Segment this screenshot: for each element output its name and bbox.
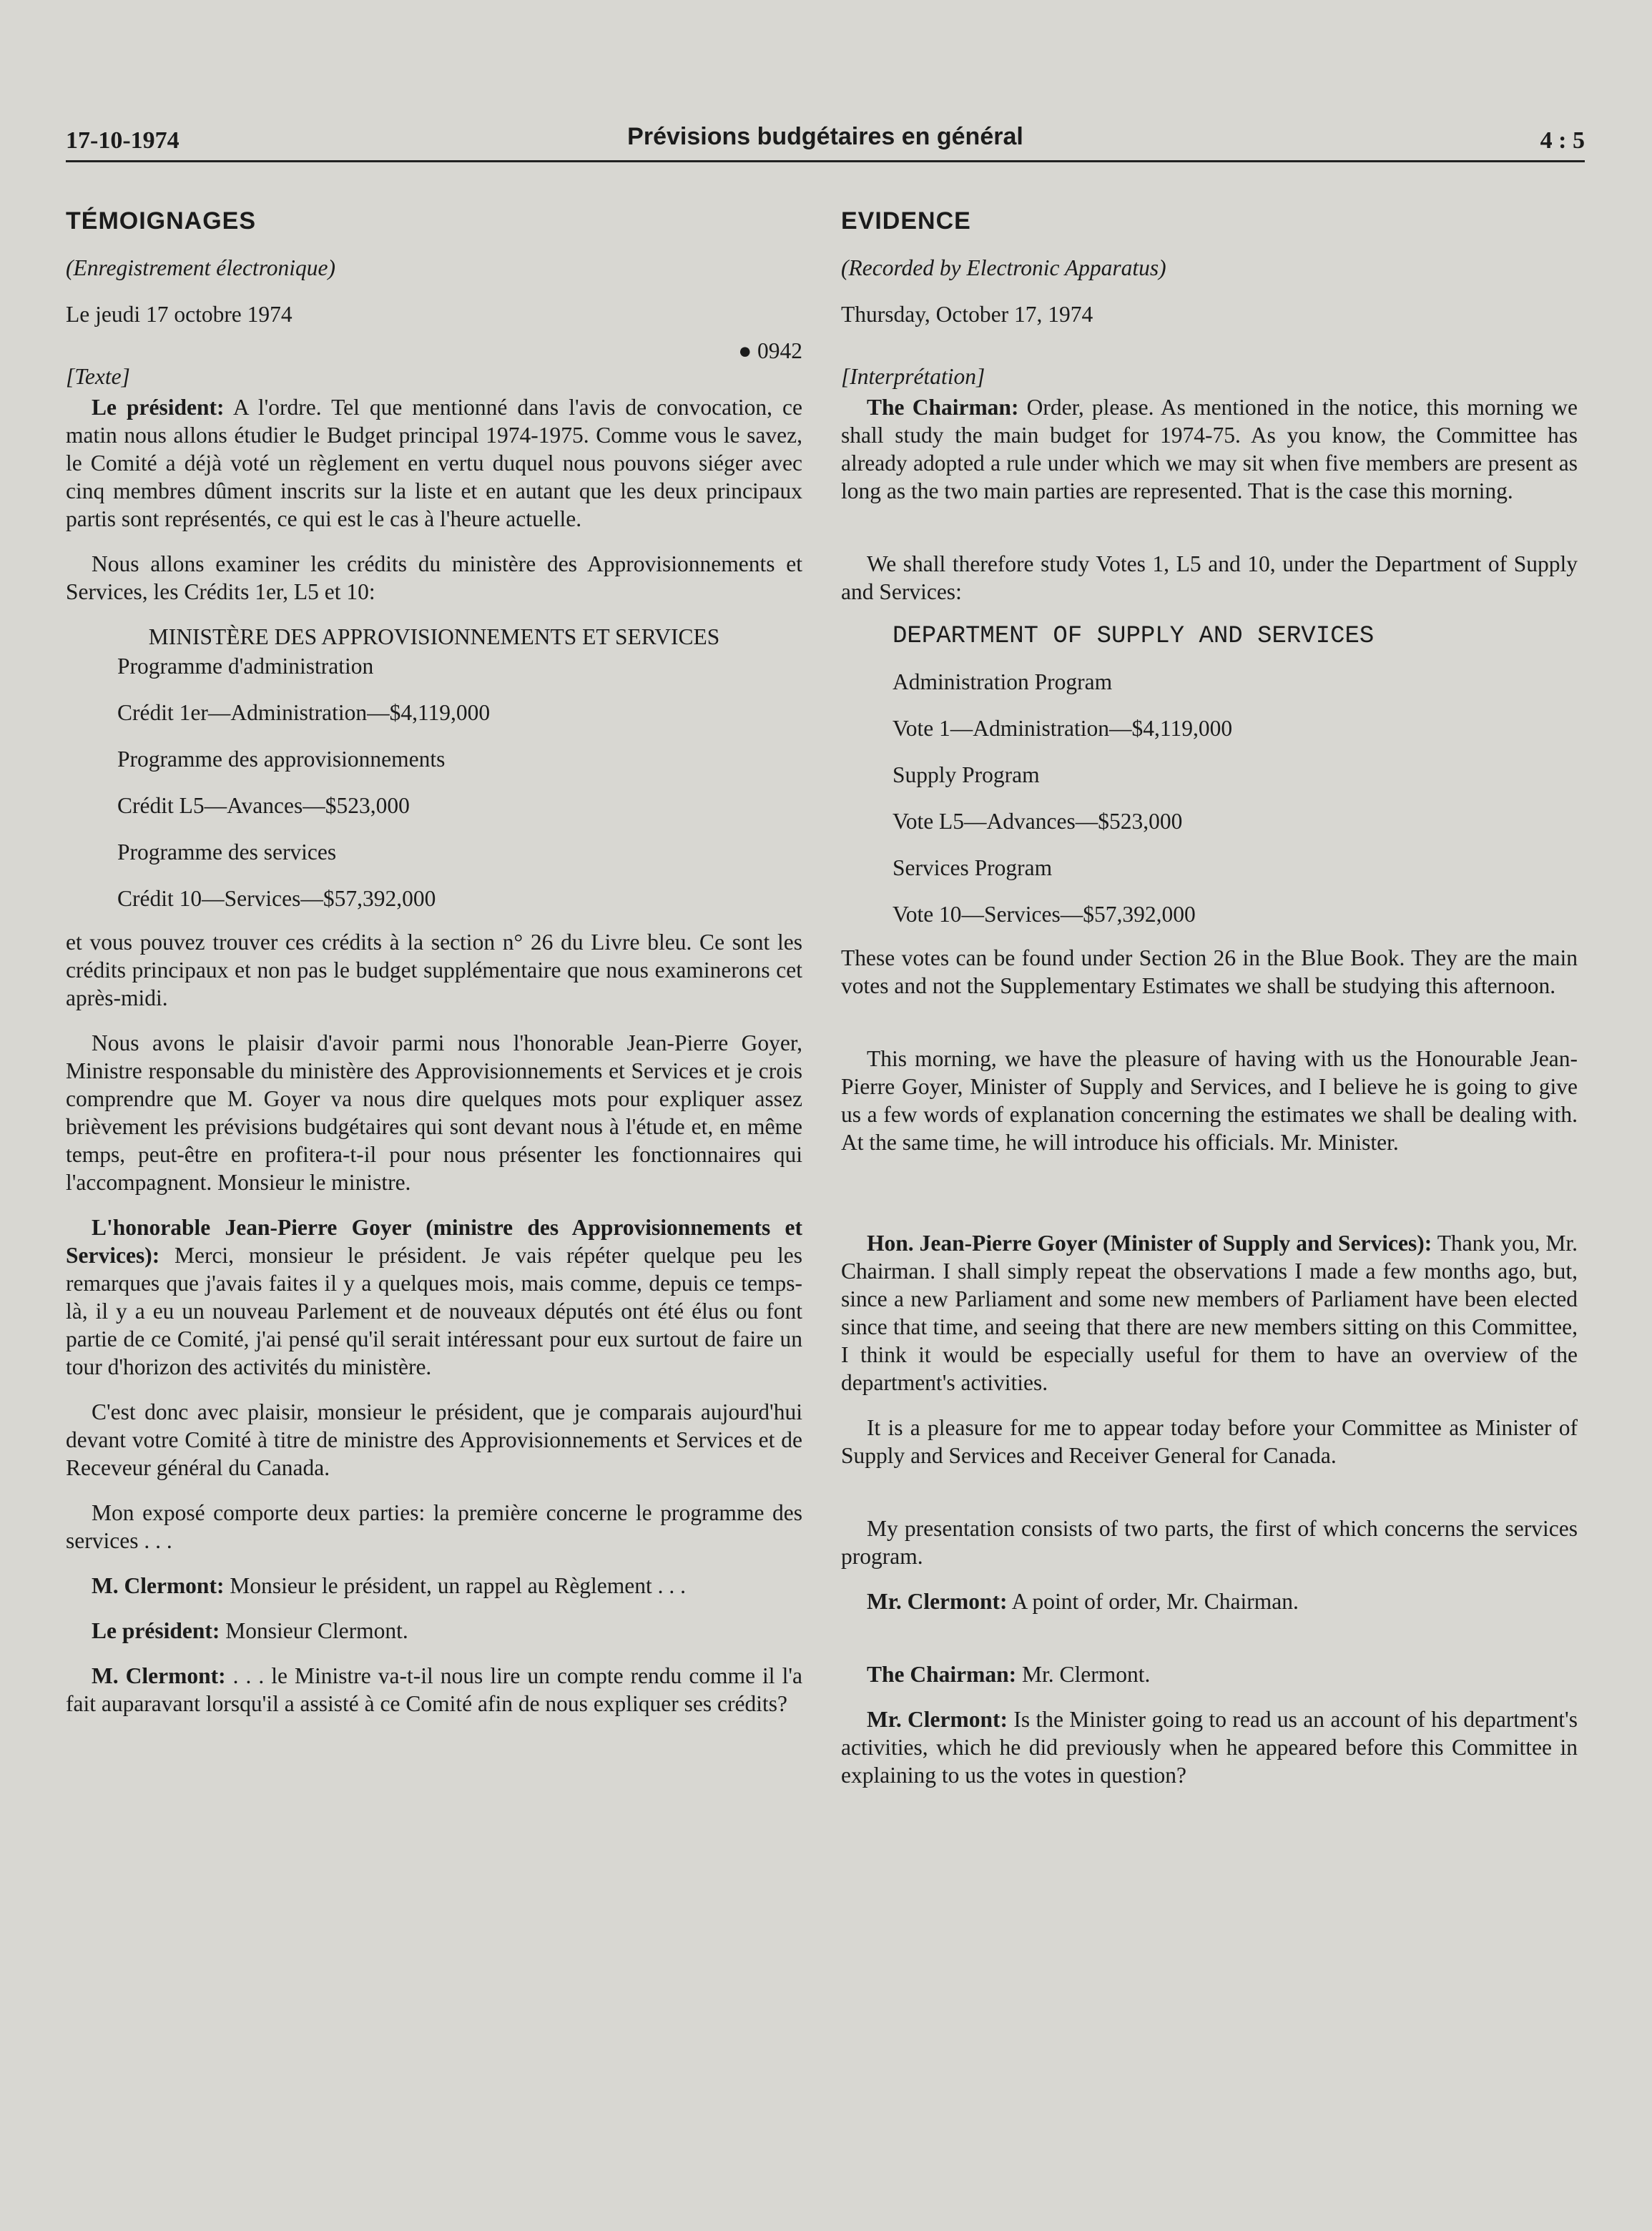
speech: A point of order, Mr. Chairman. (1007, 1589, 1299, 1614)
english-para-5 (841, 1229, 1578, 1397)
english-item: Vote L5—Advances—$523,000 (893, 809, 1183, 834)
french-para-5 (66, 1213, 802, 1381)
speech: . . . le Ministre va-t-il nous lire un compte rendu comme il l'a fait auparavant lorsqu'il a assisté à ce Comité afin de nous expliquer ses crédits? (66, 1663, 802, 1716)
english-para-9 (841, 1660, 1578, 1688)
english-column (841, 207, 1578, 1789)
english-item: Supply Program (893, 762, 1040, 787)
french-para-7: Mon exposé comporte deux parties: la première concerne le programme des services . . . (66, 1500, 802, 1553)
english-item: Services Program (893, 855, 1053, 880)
english-heading: EVIDENCE (841, 207, 971, 235)
english-para-1 (841, 393, 1578, 505)
french-dept-title: MINISTÈRE DES APPROVISIONNEMENTS ET SERVICES (148, 624, 720, 649)
speech: Order, please. As mentioned in the notice, this morning we shall study the main budget for 1974-75. As you know, the Committee has already adopted a rule under which we may sit when five members are present as long as the two main parties are represented. That is the case this morning. (841, 395, 1578, 503)
speaker: Mr. Clermont: (867, 1589, 1008, 1614)
header-page-number: 4 : 5 (1540, 127, 1585, 154)
english-para-7: My presentation consists of two parts, the first of which concerns the services program. (841, 1516, 1578, 1569)
french-item: Programme d'administration (117, 654, 374, 679)
french-date: Le jeudi 17 octobre 1974 (66, 302, 292, 327)
speaker: M. Clermont: (92, 1573, 225, 1598)
english-item: Administration Program (893, 669, 1113, 694)
english-para-6: It is a pleasure for me to appear today before your Committee as Minister of Supply and Services and Receiver General for Canada. (841, 1415, 1578, 1468)
english-para-8 (841, 1587, 1578, 1615)
english-date: Thursday, October 17, 1974 (841, 302, 1093, 327)
french-para-10 (66, 1662, 802, 1718)
french-column (66, 207, 802, 1718)
speaker: Mr. Clermont: (867, 1707, 1008, 1732)
french-para-2: Nous allons examiner les crédits du ministère des Approvisionnements et Services, les Crédits 1er, L5 et 10: (66, 551, 802, 604)
speech: Is the Minister going to read us an account of his department's activities, which he did previously when he appeared before this Committee in explaining to us the votes in question? (841, 1707, 1578, 1788)
speaker: Le président: (92, 395, 225, 420)
speech: A l'ordre. Tel que mentionné dans l'avis de convocation, ce matin nous allons étudier le Budget principal 1974-1975. Comme vous le savez, le Comité a déjà voté un règlement en vertu duquel nous pouvons siéger avec cinq membres dûment inscrits sur la liste et en autant que les deux principaux partis sont représentés, ce qui est le cas à l'heure actuelle. (66, 395, 803, 531)
speaker: L'honorable Jean-Pierre Goyer (ministre des Approvisionnements et Services): (66, 1215, 802, 1268)
header-rule (66, 160, 1585, 162)
header-date: 17-10-1974 (66, 127, 180, 154)
english-label: [Interprétation] (841, 364, 985, 389)
french-para-8 (66, 1572, 802, 1600)
english-para-3: These votes can be found under Section 26 in the Blue Book. They are the main votes and not the Supplementary Estimates we shall be studying this afternoon. (841, 945, 1578, 998)
speech: Thank you, Mr. Chairman. I shall simply repeat the observations I made a few months ago, but, since a new Parliament and some new members of Parliament have been elected since that time, and seeing that there are new members sitting on this Committee, I think it would be especially useful for them to have an overview of the department's activities. (841, 1231, 1578, 1395)
french-label: [Texte] (66, 364, 130, 389)
french-para-1 (66, 393, 802, 533)
speech: Merci, monsieur le président. Je vais répéter quelque peu les remarques que j'avais faites il y a quelques mois, mais comme, depuis ce temps-là, il y a eu un nouveau Parlement et de nouveaux députés ont été élus ou font partie de ce Comité, j'ai pensé qu'il serait intéressant pour eux surtout de faire un tour d'horizon des activités du ministère. (66, 1243, 802, 1379)
french-item: Programme des approvisionnements (117, 747, 446, 772)
french-item: Crédit L5—Avances—$523,000 (117, 793, 410, 818)
header-title: Prévisions budgétaires en général (627, 123, 1023, 150)
speech: Mr. Clermont. (1016, 1662, 1151, 1687)
french-para-3: et vous pouvez trouver ces crédits à la section n° 26 du Livre bleu. Ce sont les crédits principaux et non pas le budget supplémentaire que nous examinerons cet après-midi. (66, 930, 802, 1010)
english-dept-title: DEPARTMENT OF SUPPLY AND SERVICES (893, 623, 1375, 650)
speaker: Le président: (92, 1618, 220, 1643)
french-para-6: C'est donc avec plaisir, monsieur le président, que je comparais aujourd'hui devant votre Comité à titre de ministre des Approvisionnements et Services et de Receveur général du Canada. (66, 1399, 802, 1480)
speech: Monsieur le président, un rappel au Règlement . . . (224, 1573, 687, 1598)
english-para-2: We shall therefore study Votes 1, L5 and 10, under the Department of Supply and Services: (841, 551, 1578, 604)
speaker: The Chairman: (867, 395, 1019, 420)
time-marker: ● 0942 (738, 338, 802, 363)
french-heading: TÉMOIGNAGES (66, 207, 257, 235)
french-para-4: Nous avons le plaisir d'avoir parmi nous l'honorable Jean-Pierre Goyer, Ministre responsable du ministère des Approvisionnements et Services et je crois comprendre que M. Goyer va nous dire quelques mots pour expliquer assez brièvement les prévisions budgétaires qui sont devant nous à l'étude et, en même temps, peut-être en profitera-t-il pour nous présenter les fonctionnaires qui l'accompagnent. Monsieur le ministre. (66, 1030, 802, 1195)
english-item: Vote 10—Services—$57,392,000 (893, 902, 1196, 927)
english-item: Vote 1—Administration—$4,119,000 (893, 716, 1233, 741)
french-item: Crédit 10—Services—$57,392,000 (117, 886, 436, 911)
speaker: The Chairman: (867, 1662, 1017, 1687)
french-item: Crédit 1er—Administration—$4,119,000 (117, 700, 491, 725)
english-para-10 (841, 1705, 1578, 1789)
spacer (841, 337, 1578, 365)
french-item: Programme des services (117, 839, 337, 865)
speech: Monsieur Clermont. (220, 1618, 408, 1643)
page-header (66, 123, 1585, 159)
english-recorded-note: (Recorded by Electronic Apparatus) (841, 255, 1166, 280)
french-para-9 (66, 1617, 802, 1645)
english-para-4: This morning, we have the pleasure of having with us the Honourable Jean-Pierre Goyer, Minister of Supply and Services, and I believe he is going to give us a few words of explanation concerning the estimates we shall be dealing with. At the same time, he will introduce his officials. Mr. Minister. (841, 1046, 1578, 1155)
speaker: Hon. Jean-Pierre Goyer (Minister of Supply and Services): (867, 1231, 1432, 1256)
french-recorded-note: (Enregistrement électronique) (66, 255, 336, 280)
speaker: M. Clermont: (92, 1663, 226, 1688)
